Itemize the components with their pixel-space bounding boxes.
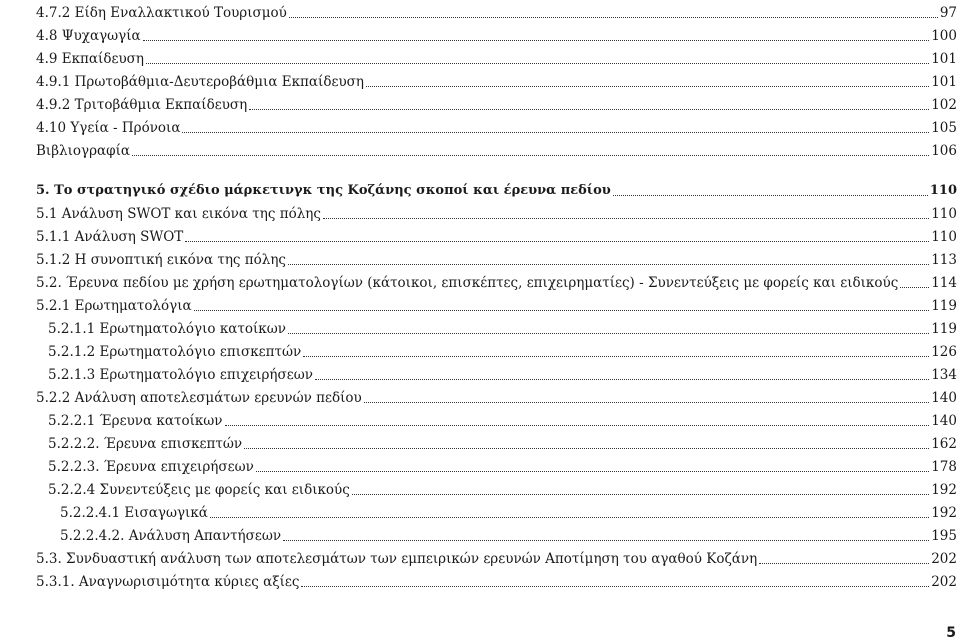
toc-dot-leader [366, 86, 929, 87]
toc-dot-leader [301, 586, 929, 587]
toc-entry-page: 134 [930, 364, 957, 386]
toc-entry[interactable] [0, 364, 960, 386]
toc-entry[interactable] [0, 525, 960, 547]
toc-dot-leader [182, 132, 929, 133]
toc-dot-leader [759, 563, 929, 564]
toc-entry-title: 5.3.1. Αναγνωρισιμότητα κύριες αξίες [36, 571, 300, 593]
toc-entry[interactable] [0, 203, 960, 225]
toc-entry-page: 106 [930, 140, 957, 162]
toc-entry[interactable] [0, 48, 960, 70]
toc-dot-leader [249, 109, 929, 110]
toc-entry-page: 178 [930, 456, 957, 478]
toc-entry-page: 105 [930, 117, 957, 139]
toc-dot-leader [288, 264, 929, 265]
toc-entry-title: 5.2.2.2. Έρευνα επισκεπτών [48, 433, 243, 455]
toc-entry[interactable] [0, 502, 960, 524]
toc-dot-leader [364, 402, 929, 403]
toc-dot-leader [352, 494, 929, 495]
toc-entry[interactable] [0, 387, 960, 409]
toc-entry-title: 4.10 Υγεία - Πρόνοια [36, 117, 181, 139]
toc-dot-leader [283, 540, 929, 541]
toc-entry-title: 5. Το στρατηγικό σχέδιο μάρκετινγκ της Κοζάνης σκοποί και έρευνα πεδίου [36, 180, 612, 202]
toc-entry[interactable] [0, 295, 960, 317]
toc-entry-page: 110 [930, 226, 957, 248]
toc-dot-leader [315, 379, 929, 380]
toc-entry-title: 4.9 Εκπαίδευση [36, 48, 145, 70]
toc-entry[interactable] [0, 226, 960, 248]
toc-entry-title: 4.8 Ψυχαγωγία [36, 25, 142, 47]
toc-entry-title: Βιβλιογραφία [36, 140, 131, 162]
toc-entry-title: 4.9.1 Πρωτοβάθμια-Δευτεροβάθμια Εκπαίδευση [36, 71, 365, 93]
toc-entry-page: 140 [930, 410, 957, 432]
toc-entry-title: 5.2.1.1 Ερωτηματολόγιο κατοίκων [48, 318, 287, 340]
toc-entry[interactable] [0, 456, 960, 478]
toc-dot-leader [194, 310, 929, 311]
toc-entry-title: 5.1.1 Ανάλυση SWOT [36, 226, 184, 248]
toc-entry-page: 97 [939, 2, 957, 24]
toc-dot-leader [323, 218, 929, 219]
toc-entry-page: 119 [930, 318, 957, 340]
toc-entry-page: 202 [930, 548, 957, 570]
toc-dot-leader [256, 471, 929, 472]
toc-dot-leader [132, 155, 929, 156]
page-number: 5 [946, 625, 956, 641]
toc-entry-page: 110 [930, 203, 957, 225]
toc-entry-page: 195 [930, 525, 957, 547]
toc-entry[interactable] [0, 571, 960, 593]
toc-entry[interactable] [0, 71, 960, 93]
toc-entry[interactable] [0, 548, 960, 570]
toc-dot-leader [613, 195, 928, 196]
toc-entry-title: 5.3. Συνδυαστική ανάλυση των αποτελεσμάτων των εμπειρικών ερευνών Αποτίμηση του αγαθού Κοζάνη [36, 548, 758, 570]
toc-dot-leader [210, 517, 929, 518]
toc-dot-leader [289, 17, 938, 18]
toc-entry[interactable] [0, 2, 960, 24]
toc-entry-page: 119 [930, 295, 957, 317]
toc-entry-title: 5.2.2.1 Έρευνα κατοίκων [48, 410, 224, 432]
toc-entry-page: 102 [930, 94, 957, 116]
toc-entry-page: 114 [930, 272, 957, 294]
toc-dot-leader [185, 241, 929, 242]
toc-entry-page: 113 [930, 249, 957, 271]
toc-dot-leader [225, 425, 929, 426]
toc-entry-page: 162 [930, 433, 957, 455]
toc-entry[interactable] [0, 117, 960, 139]
toc-entry-page: 101 [930, 48, 957, 70]
toc-entry-title: 5.2.1.3 Ερωτηματολόγιο επιχειρήσεων [48, 364, 314, 386]
toc-entry[interactable] [0, 433, 960, 455]
toc-entry-title: 5.2.2.3. Έρευνα επιχειρήσεων [48, 456, 255, 478]
toc-dot-leader [143, 40, 929, 41]
toc-entry-page: 192 [930, 479, 957, 501]
toc-dot-leader [303, 356, 929, 357]
toc-entry-page: 126 [930, 341, 957, 363]
toc-entry-title: 5.2.2.4.1 Εισαγωγικά [60, 502, 209, 524]
toc-entry-title: 5.2.2.4 Συνεντεύξεις με φορείς και ειδικούς [48, 479, 351, 501]
toc-entry-title: 5.2.1.2 Ερωτηματολόγιο επισκεπτών [48, 341, 302, 363]
toc-entry-page: 101 [930, 71, 957, 93]
toc-dot-leader [900, 287, 929, 288]
toc-entry[interactable] [0, 140, 960, 162]
toc-entry[interactable] [0, 249, 960, 271]
toc-entry-title: 5.2.1 Ερωτηματολόγια [36, 295, 193, 317]
toc-entry-page: 140 [930, 387, 957, 409]
toc-entry-title: 5.1.2 Η συνοπτική εικόνα της πόλης [36, 249, 287, 271]
toc-entry-title: 5.2. Έρευνα πεδίου με χρήση ερωτηματολογίων (κάτοικοι, επισκέπτες, επιχειρηματίες) - Συνεντεύξεις με φορείς και ειδικούς [36, 272, 899, 294]
toc-entry[interactable] [0, 318, 960, 340]
toc-entry-page: 192 [930, 502, 957, 524]
toc-entry[interactable] [0, 272, 960, 294]
toc-entry[interactable] [0, 25, 960, 47]
toc-entry-title: 4.9.2 Τριτοβάθμια Εκπαίδευση [36, 94, 248, 116]
toc-entry-page: 100 [930, 25, 957, 47]
toc-entry-page: 110 [929, 180, 957, 202]
toc-entry-title: 5.2.2 Ανάλυση αποτελεσμάτων ερευνών πεδίου [36, 387, 363, 409]
toc-entry[interactable] [0, 341, 960, 363]
toc-entry-title: 5.2.2.4.2. Ανάλυση Απαντήσεων [60, 525, 282, 547]
toc-entry-title: 5.1 Ανάλυση SWOT και εικόνα της πόλης [36, 203, 322, 225]
toc-dot-leader [288, 333, 929, 334]
toc-entry[interactable] [0, 479, 960, 501]
toc-dot-leader [244, 448, 929, 449]
toc-entry-page: 202 [930, 571, 957, 593]
toc-entry[interactable] [0, 180, 960, 202]
toc-entry[interactable] [0, 410, 960, 432]
toc-entry[interactable] [0, 94, 960, 116]
toc-entry-title: 4.7.2 Είδη Εναλλακτικού Τουρισμού [36, 2, 288, 24]
toc-dot-leader [146, 63, 929, 64]
